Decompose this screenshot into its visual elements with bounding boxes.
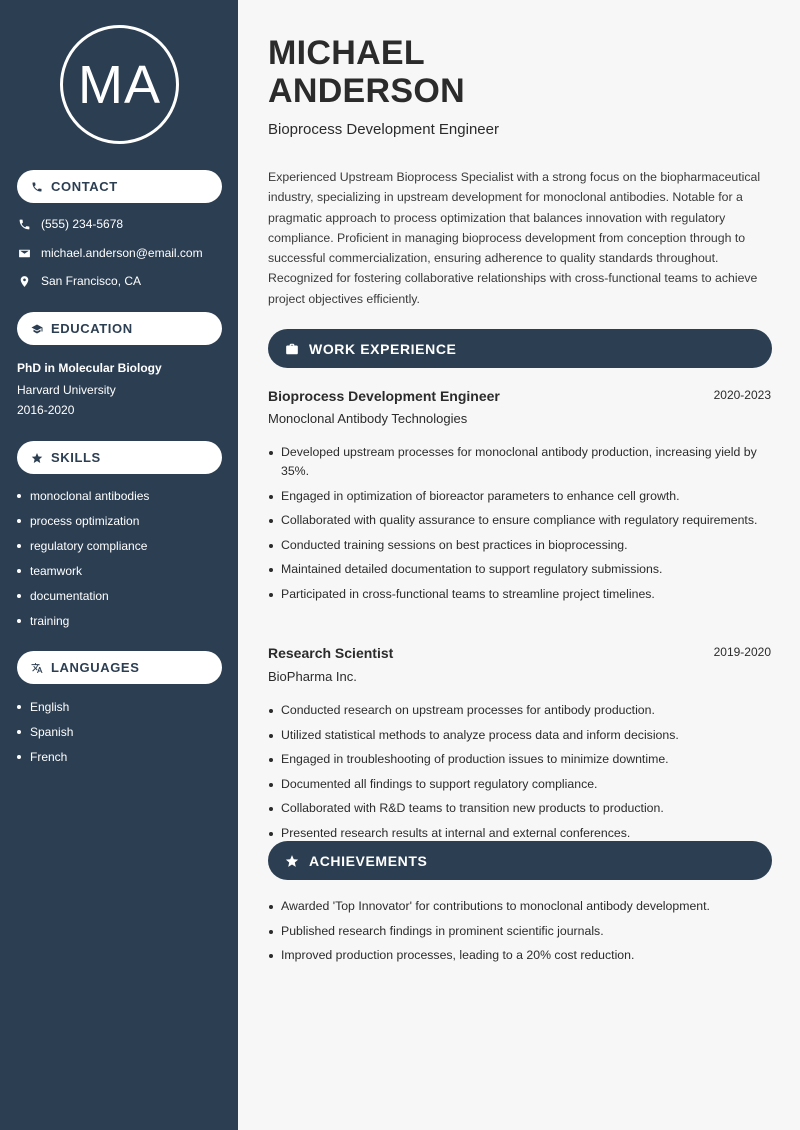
skill-item: documentation bbox=[17, 583, 149, 608]
job-1-title: Bioprocess Development Engineer bbox=[268, 388, 500, 404]
name-last: ANDERSON bbox=[268, 72, 465, 110]
work-experience-heading bbox=[268, 329, 772, 368]
duty-item: Engaged in optimization of bioreactor parameters to enhance cell growth. bbox=[268, 487, 768, 506]
skill-item: training bbox=[17, 608, 149, 633]
languages-heading bbox=[17, 651, 222, 684]
language-item: Spanish bbox=[17, 719, 73, 744]
contact-email-text: michael.anderson@email.com bbox=[41, 246, 203, 260]
duty-item: Conducted research on upstream processes for antibody production. bbox=[268, 701, 768, 720]
translate-icon bbox=[31, 662, 43, 674]
job-1-duties bbox=[268, 443, 768, 609]
skill-item: teamwork bbox=[17, 558, 149, 583]
contact-location-text: San Francisco, CA bbox=[41, 274, 142, 288]
phone-icon bbox=[17, 217, 31, 231]
duty-item: Participated in cross-functional teams to streamline project timelines. bbox=[268, 585, 768, 604]
duty-item: Maintained detailed documentation to support regulatory submissions. bbox=[268, 560, 768, 579]
full-name bbox=[268, 34, 668, 110]
duty-item: Collaborated with quality assurance to ensure compliance with regulatory requirements. bbox=[268, 511, 768, 530]
duty-item: Utilized statistical methods to analyze process data and inform decisions. bbox=[268, 726, 768, 745]
education-heading-label: EDUCATION bbox=[51, 321, 133, 336]
mail-icon bbox=[17, 246, 31, 260]
location-pin-icon bbox=[17, 274, 31, 288]
education-heading bbox=[17, 312, 222, 345]
education-years: 2016-2020 bbox=[17, 403, 75, 417]
skills-heading-label: SKILLS bbox=[51, 450, 101, 465]
duty-item: Documented all findings to support regulatory compliance. bbox=[268, 775, 768, 794]
contact-phone bbox=[17, 217, 123, 231]
job-title-headline: Bioprocess Development Engineer bbox=[268, 121, 499, 138]
phone-icon bbox=[31, 181, 43, 193]
duty-item: Presented research results at internal and external conferences. bbox=[268, 824, 768, 843]
job-2-company: BioPharma Inc. bbox=[268, 669, 357, 684]
achievements-heading-label: ACHIEVEMENTS bbox=[309, 852, 428, 869]
duty-item: Collaborated with R&D teams to transition new products to production. bbox=[268, 799, 768, 818]
job-1-dates: 2020-2023 bbox=[713, 388, 771, 402]
skills-list bbox=[17, 483, 149, 633]
profile-summary: Experienced Upstream Bioprocess Specialist with a strong focus on the biopharmaceutical industry, specializing in upstream development for monoclonal antibodies. Notable for a pragmatic approach to process optimization that balances innovation with regulatory compliance. Proficient in managing bioprocess development from conception through to successful commercialization, ensuring adherence to quality standards throughout. Recognized for fostering collaborative relationships with cross-functional teams to achieve project objectives efficiently. bbox=[268, 170, 761, 306]
duty-item: Engaged in troubleshooting of production issues to minimize downtime. bbox=[268, 750, 768, 769]
name-first: MICHAEL bbox=[268, 34, 425, 72]
language-item: English bbox=[17, 694, 73, 719]
education-degree: PhD in Molecular Biology bbox=[17, 361, 162, 375]
languages-list bbox=[17, 694, 73, 769]
contact-location bbox=[17, 274, 141, 288]
languages-heading-label: LANGUAGES bbox=[51, 660, 140, 675]
briefcase-icon bbox=[285, 342, 299, 356]
contact-phone-text: (555) 234-5678 bbox=[41, 217, 124, 231]
star-icon bbox=[31, 452, 43, 464]
job-2-dates: 2019-2020 bbox=[713, 645, 771, 659]
achievement-item: Improved production processes, leading to a 20% cost reduction. bbox=[268, 946, 768, 965]
work-experience-heading-label: WORK EXPERIENCE bbox=[309, 340, 457, 357]
skills-heading bbox=[17, 441, 222, 474]
skill-item: regulatory compliance bbox=[17, 533, 149, 558]
avatar-initials: MA bbox=[60, 25, 179, 144]
skill-item: monoclonal antibodies bbox=[17, 483, 149, 508]
education-school: Harvard University bbox=[17, 383, 116, 397]
contact-heading bbox=[17, 170, 222, 203]
graduation-cap-icon bbox=[31, 323, 43, 335]
skill-item: process optimization bbox=[17, 508, 149, 533]
achievement-item: Published research findings in prominent scientific journals. bbox=[268, 922, 768, 941]
achievements-heading bbox=[268, 841, 772, 880]
language-item: French bbox=[17, 744, 73, 769]
sidebar bbox=[0, 0, 238, 1130]
job-2-duties bbox=[268, 701, 768, 848]
duty-item: Conducted training sessions on best practices in bioprocessing. bbox=[268, 536, 768, 555]
job-1-company: Monoclonal Antibody Technologies bbox=[268, 411, 468, 426]
achievements-list bbox=[268, 897, 768, 971]
contact-email bbox=[17, 246, 203, 260]
star-icon bbox=[285, 854, 299, 868]
duty-item: Developed upstream processes for monoclonal antibody production, increasing yield by 35%. bbox=[268, 443, 768, 481]
contact-heading-label: CONTACT bbox=[51, 179, 118, 194]
job-2-title: Research Scientist bbox=[268, 645, 394, 661]
achievement-item: Awarded 'Top Innovator' for contributions to monoclonal antibody development. bbox=[268, 897, 768, 916]
